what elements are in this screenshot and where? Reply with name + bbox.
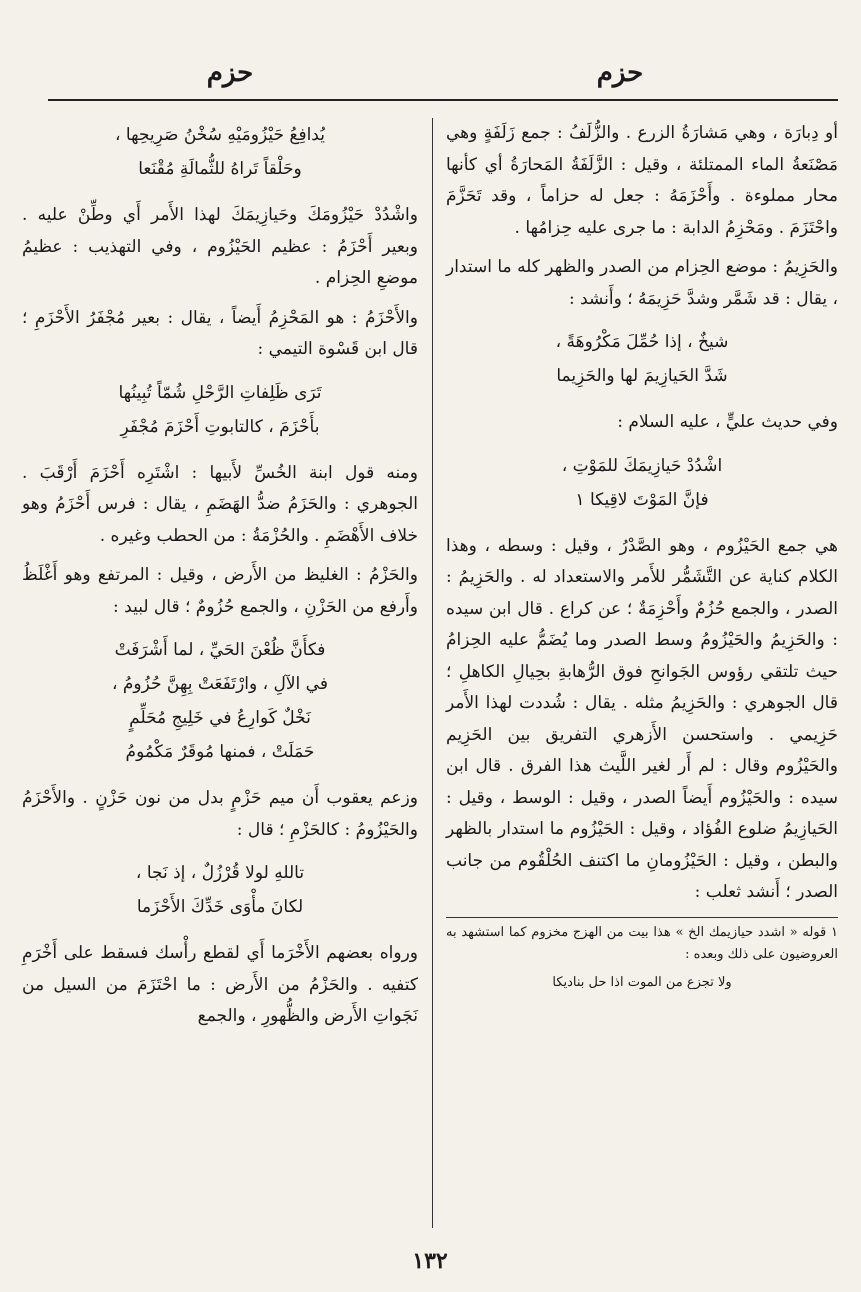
verse-line: تاللهِ لولا قُرْزُلٌ ، إذ نَجا ،: [135, 863, 305, 883]
column-divider: [432, 118, 433, 1228]
paragraph: ومنه قول ابنة الخُسِّ لأَبيها : اشْتَرِه أَحْزَمَ أَرْقَبَ . الجوهري : والحَزَمُ ضدُّ الهَضَمِ ، يقال : فرس أَحْزَمُ وهو خلاف الأَهْضَمِ . والحُزْمَةُ : من الحطب وغيره .: [22, 462, 418, 546]
verse-line: اشْدُدْ حَيازِيمَكَ للمَوْتِ ،: [561, 455, 723, 476]
verse: [22, 118, 418, 186]
verse-line: لكانَ مأْوَى خَدِّكَ الأَحْزَما: [136, 897, 304, 917]
paragraph: وفي حديث عليٍّ ، عليه السلام :: [617, 412, 838, 432]
footnote-rule: [446, 917, 838, 918]
verse-line: تَرَى ظَلِفاتِ الرَّحْلِ شُمّاً تُبِينُها: [118, 382, 322, 403]
paragraph: هي جمع الحَيْزُوم ، وهو الصَّدْرُ ، وقيل : وسطه ، وهذا الكلام كناية عن التَّشَمُّر للأَمر والاستعداد له . والحَزِيمُ : الصدر ، والجمع حُزُمٌ وأَحْزِمَةٌ ؛ عن كراع . قال ابن سيده : والحَزِيمُ والحَيْزُومُ وسط الصدر وما يُضَمُّ عليه الحِزامُ حيث تلتقي رؤوس الجَوانحِ فوق الرُّهابةِ بحِيالِ الكاهلِ ؛ قال الجوهري : والحَزِيمُ مثله . يقال : شُددت لهذا الأَمر حَزِيمي . واستحسن الأَزهري التفريق بين الحَزِيم والحَيْزُوم وقال : لم أَر لغير اللَّيث هذا الفرق . قال ابن سيده : والحَيْزُوم أَيضاً الصدر ، وقيل : الوسط ، وقيل : الحَيازِيمُ ضلوع الفُؤاد ، وقيل : الحَيْزُوم ما استدار بالظهر والبطن ، وقيل : الحَيْزُومانِ ما اكتنف الحُلْقُوم من جانب الصدر ؛ أَنشد ثعلب :: [446, 535, 838, 902]
footnote: [446, 922, 838, 994]
verse-line: يُدافِعُ حَيْزُومَيْهِ سُخْنُ صَرِيحِها ،: [115, 125, 325, 145]
paragraph: وزعم يعقوب أَن ميم حَزْمٍ بدل من نون حَزْنٍ . والأَحْزَمُ والحَيْزُومُ : كالحَزْمِ ؛ قال :: [22, 788, 418, 840]
paragraph: أو دِبارَة ، وهي مَشارَةُ الزرع . والزُّلَفُ : جمع زَلَفَةٍ وهي مَصْنَعةُ الماء الممتلئة ، وقيل : الزَّلَفَةُ المَحارَةُ أي كأنها محار مملوءة . وأَحْزَمَهُ : جعل له حزاماً ، وقد تَحَزَّمَ واحْتَزَمَ . ومَحْزِمُ الدابة : ما جرى عليه حِزامُها .: [446, 123, 838, 238]
paragraph: ورواه بعضهم الأَخْرَما أَي لقطع رأْسك فسقط على أَخْرَمِ كتفيه . والحَزْمُ من الأَرض : ما احْتَزَمَ من السيل من نَجَواتِ الأَرض والظُّهورِ ، والجمع: [22, 943, 418, 1026]
paragraph: والأَحْزَمُ : هو المَحْزِمُ أَيضاً ، يقال : بعير مُجْفَرُ الأَحْزَمِ ؛ قال ابن قَسْوة التيمي :: [22, 307, 418, 359]
verse: [22, 376, 418, 444]
verse-line: حَمَلَتْ ، فمنها مُوقَرٌ مَكْمُومُ: [125, 742, 315, 762]
header-word-right: حزم: [596, 58, 644, 88]
verse-line: فإنَّ المَوْتَ لاقِيكا ١: [575, 489, 709, 510]
verse-line: بأَحْزَمَ ، كالتابوتِ أَحْزَمَ مُجْفَرِ: [120, 416, 320, 437]
verse-line: فكأَنَّ ظُعْنَ الحَيِّ ، لما أَشْرَفَتْ: [114, 640, 326, 660]
verse-line: وحَلْقاً تَراهُ للثُّمالَةِ مُقْنَعا: [138, 159, 302, 179]
verse-line: شَدَّ الحَيازِيمَ لها والحَزِيما: [556, 366, 728, 386]
paragraph: والحَزْمُ : الغليظ من الأَرض ، وقيل : المرتفع وهو أَغْلَظُ وأَرفع من الحَزْنِ ، والجمع حُزُومٌ ؛ قال لبيد :: [22, 565, 418, 617]
verse: [22, 856, 418, 924]
header-rule: [48, 99, 838, 101]
verse: [446, 325, 838, 393]
verse-line: نَخْلٌ كَوارِعُ في خَلِيجِ مُحَلِّمٍ: [129, 708, 311, 728]
left-column: [22, 118, 418, 1041]
verse-line: شيخٌ ، إذا حُمِّلَ مَكْرُوهَةً ،: [555, 332, 729, 352]
right-column: [446, 118, 838, 994]
verse: [446, 449, 838, 517]
footnote-verse: ولا تجزع من الموت اذا حل بناديكا: [552, 974, 732, 990]
paragraph: والحَزِيمُ : موضع الحِزام من الصدر والظهر كله ما استدار ، يقال : قد شَمَّر وشدَّ حَزِيمَهُ ؛ وأَنشد :: [446, 257, 838, 309]
page-number: ١٣٢: [412, 1248, 448, 1274]
verse: [22, 633, 418, 769]
paragraph: واشْدُدْ حَيْزُومَكَ وحَيازِيمَكَ لهذا الأَمر أَي وطِّنْ عليه . وبعير أَحْزَمُ : عظيم الحَيْزُوم ، وفي التهذيب : عظيمُ موضعِ الحِزام .: [22, 205, 418, 288]
header-word-left: حزم: [206, 58, 254, 88]
verse-line: في الآلِ ، وارْتَفَعَتْ بِهِنَّ حُزُومُ ،: [112, 674, 328, 694]
footnote-text: ١ قوله « اشدد حيازيمك الخ » هذا بيت من الهزج مخزوم كما استشهد به العروضيون على ذلك وبعده :: [446, 924, 838, 962]
